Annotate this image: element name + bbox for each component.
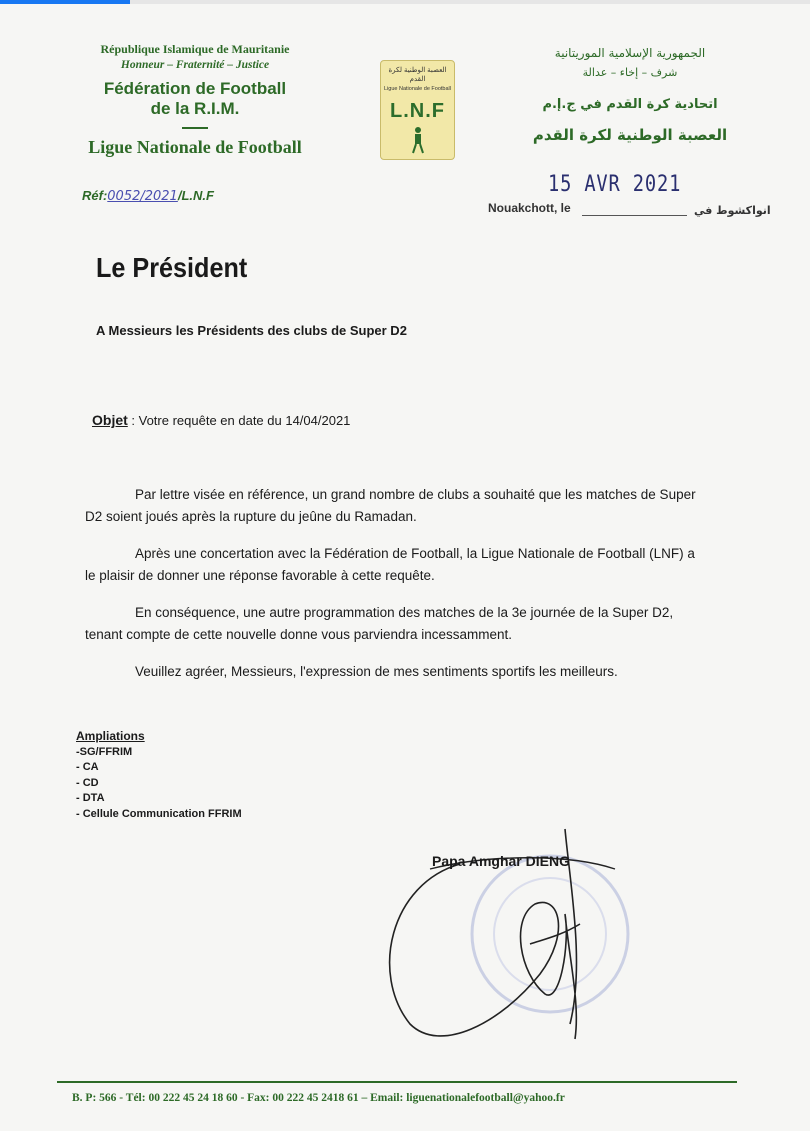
place-fr: Nouakchott, le (488, 201, 571, 215)
republic-ar: الجمهورية الإسلامية الموريتانية (554, 46, 706, 60)
football-player-icon (408, 126, 428, 154)
ampliation-item: - Cellule Communication FFRIM (76, 807, 242, 820)
date-line (582, 215, 687, 216)
header-divider (182, 127, 208, 129)
federation-fr (60, 79, 330, 119)
reference-label: Réf: (82, 188, 108, 203)
lnf-logo (380, 60, 455, 160)
footer-contact: B. P: 566 - Tél: 00 222 45 24 18 60 - Fax: 00 222 45 2418 61 – Email: liguenationalefootball@yahoo.fr (72, 1092, 565, 1104)
date-stamp: 15 AVR 2021 (548, 172, 682, 197)
logo-sub-text: Ligue Nationale de Football (384, 86, 451, 92)
motto-ar: شرف – إخاء – عدالة (582, 66, 678, 79)
ligue-fr: Ligue Nationale de Football (88, 137, 302, 157)
arabic-letterhead (505, 46, 755, 144)
ampliation-item: -SG/FFRIM (76, 745, 133, 758)
object-text: : Votre requête en date du 14/04/2021 (127, 413, 351, 428)
letter-page (0, 4, 810, 1131)
reference-number: 0052/2021 (107, 189, 178, 204)
logo-top-text: العصبة الوطنية لكرة القدم (388, 67, 447, 83)
federation-line-2: de la R.I.M. (150, 99, 240, 118)
paragraph: Après une concertation avec la Fédération de Football, la Ligue Nationale de Football (LNF) a le plaisir de donner une réponse favorable à cette requête. (85, 546, 695, 583)
object-label: Objet (92, 412, 128, 428)
motto-fr: Honneur – Fraternité – Justice (120, 59, 270, 71)
reference-suffix: /L.N.F (177, 188, 214, 203)
republic-fr: République Islamique de Mauritanie (100, 42, 290, 56)
round-seal (472, 856, 628, 1012)
paragraph: Veuillez agréer, Messieurs, l'expression de mes sentiments sportifs les meilleurs. (135, 664, 618, 679)
object-line (92, 412, 350, 428)
recipients: A Messieurs les Présidents des clubs de Super D2 (96, 323, 407, 338)
reference (82, 188, 214, 204)
signer-name: Papa Amghar DIENG (432, 853, 570, 869)
ligue-ar: العصبة الوطنية لكرة القدم (532, 126, 728, 144)
ampliation-item: - CD (76, 776, 99, 789)
federation-ar: اتحادية كرة القدم في ج.إ.م (542, 97, 718, 112)
ampliations-title: Ampliations (76, 729, 145, 743)
paragraph: Par lettre visée en référence, un grand nombre de clubs a souhaité que les matches de Super D2 soient joués après la rupture du jeûne du Ramadan. (85, 487, 696, 524)
letter-title: Le Président (96, 252, 248, 283)
paragraph: En conséquence, une autre programmation des matches de la 3e journée de la Super D2, tenant compte de cette nouvelle donne vous parviendra incessamment. (85, 605, 674, 642)
logo-letters: L.N.F (390, 100, 445, 122)
ampliation-item: - DTA (76, 792, 105, 804)
federation-line-1: Fédération de Football (103, 79, 287, 98)
french-letterhead (60, 42, 330, 158)
ampliation-item: - CA (76, 761, 99, 773)
footer-divider (57, 1081, 737, 1083)
ampliations (76, 729, 242, 822)
letter-body (85, 484, 705, 698)
place-ar: انواكشوط في (694, 204, 771, 217)
